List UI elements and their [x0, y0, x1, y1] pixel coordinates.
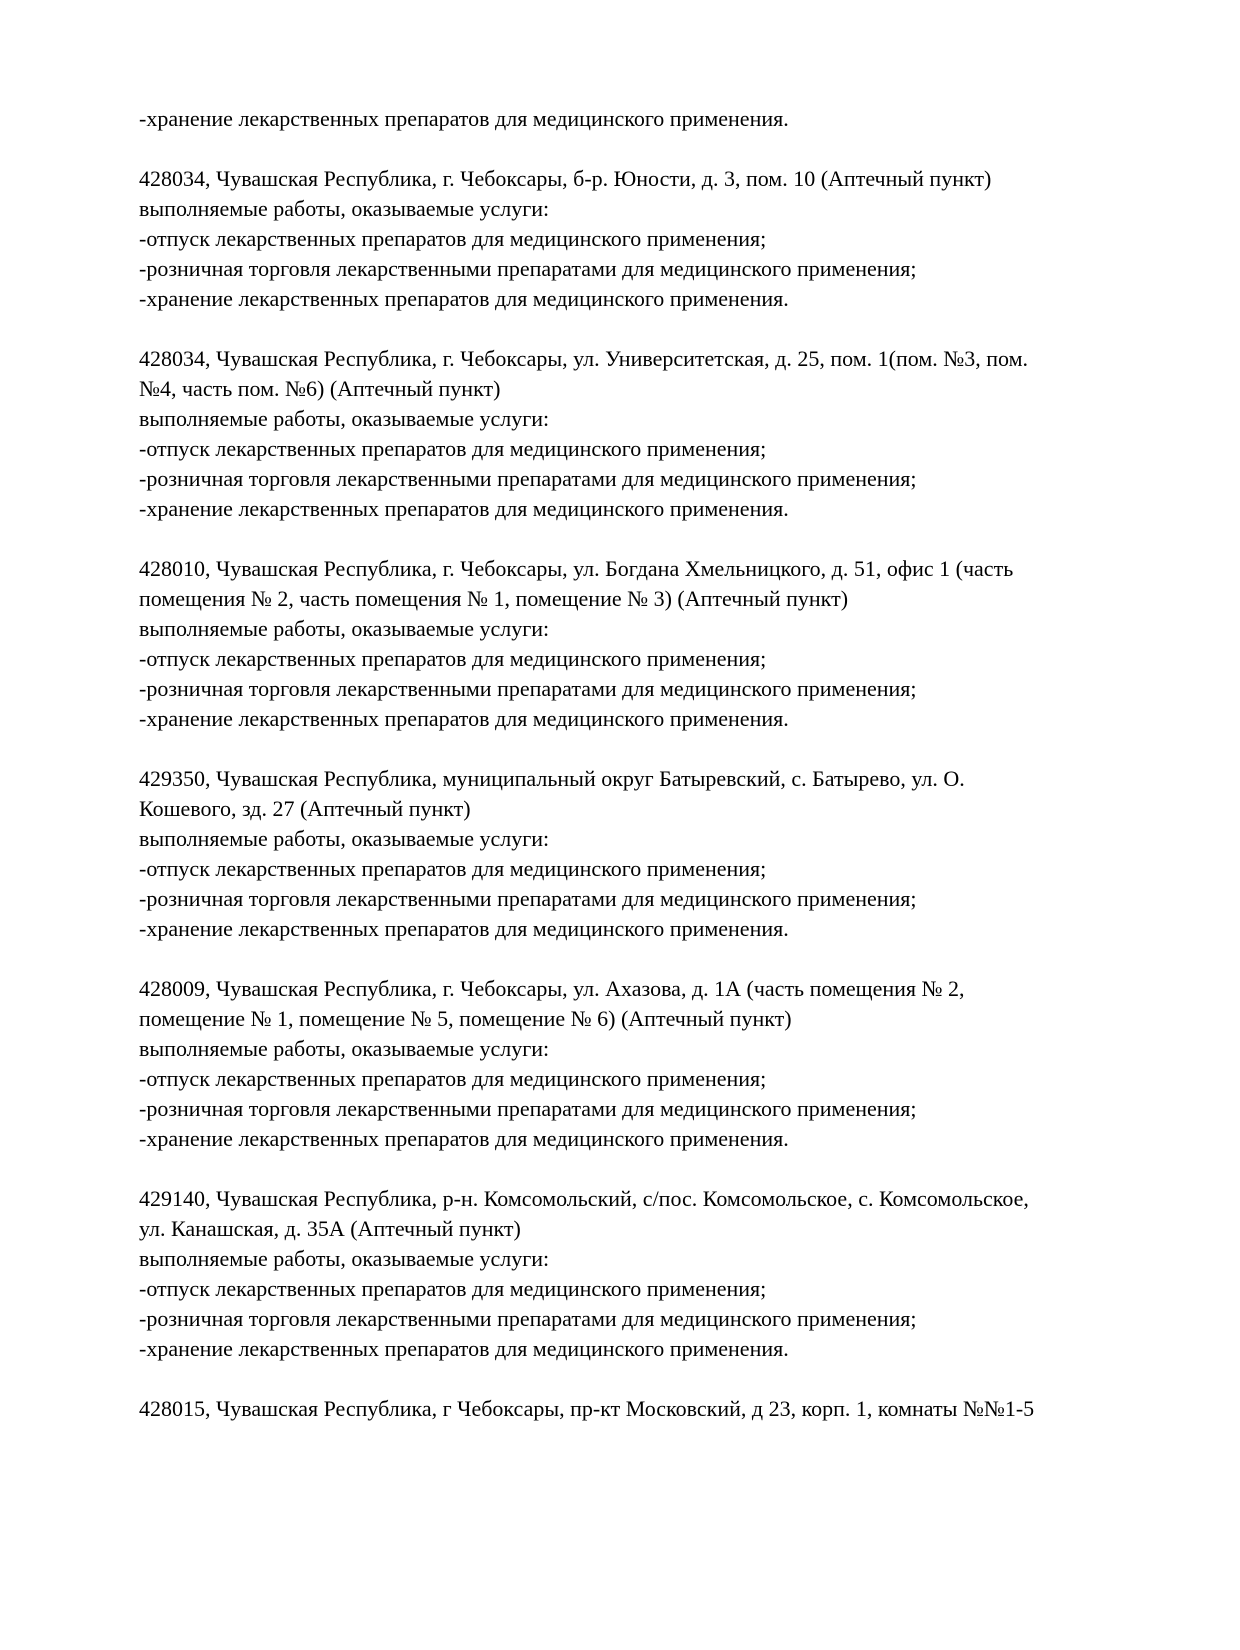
service-line: -хранение лекарственных препаратов для медицинского применения. [139, 496, 789, 521]
service-line: -хранение лекарственных препаратов для медицинского применения. [139, 286, 789, 311]
license-entry [139, 974, 1130, 1154]
works-label: выполняемые работы, оказываемые услуги: [139, 616, 550, 641]
address-line: помещение № 1, помещение № 5, помещение № 6) (Аптечный пункт) [139, 1006, 792, 1031]
address-line: Кошевого, зд. 27 (Аптечный пункт) [139, 796, 471, 821]
license-entry [139, 1184, 1130, 1364]
license-entries [139, 164, 1130, 1364]
service-line: -отпуск лекарственных препаратов для медицинского применения; [139, 856, 767, 881]
address-line: 428010, Чувашская Республика, г. Чебоксары, ул. Богдана Хмельницкого, д. 51, офис 1 (часть [139, 556, 1014, 581]
address-line: ул. Канашская, д. 35А (Аптечный пункт) [139, 1216, 521, 1241]
service-line: -розничная торговля лекарственными препаратами для медицинского применения; [139, 256, 917, 281]
works-label: выполняемые работы, оказываемые услуги: [139, 826, 550, 851]
address-line: 428034, Чувашская Республика, г. Чебоксары, б-р. Юности, д. 3, пом. 10 (Аптечный пункт) [139, 166, 992, 191]
service-line: -хранение лекарственных препаратов для медицинского применения. [139, 706, 789, 731]
works-label: выполняемые работы, оказываемые услуги: [139, 196, 550, 221]
closing-address-line: 428015, Чувашская Республика, г Чебоксары, пр-кт Московский, д 23, корп. 1, комнаты №№1-5 [139, 1396, 1035, 1421]
service-line: -розничная торговля лекарственными препаратами для медицинского применения; [139, 886, 917, 911]
address-line: 428009, Чувашская Республика, г. Чебоксары, ул. Ахазова, д. 1А (часть помещения № 2, [139, 976, 965, 1001]
works-label: выполняемые работы, оказываемые услуги: [139, 406, 550, 431]
address-line: 429350, Чувашская Республика, муниципальный округ Батыревский, с. Батырево, ул. О. [139, 766, 965, 791]
service-line: -отпуск лекарственных препаратов для медицинского применения; [139, 436, 767, 461]
service-line: -отпуск лекарственных препаратов для медицинского применения; [139, 646, 767, 671]
address-line: №4, часть пом. №6) (Аптечный пункт) [139, 376, 501, 401]
service-line: -хранение лекарственных препаратов для медицинского применения. [139, 916, 789, 941]
address-line: помещения № 2, часть помещения № 1, помещение № 3) (Аптечный пункт) [139, 586, 849, 611]
license-entry [139, 344, 1130, 524]
service-line: -отпуск лекарственных препаратов для медицинского применения; [139, 226, 767, 251]
service-line: -отпуск лекарственных препаратов для медицинского применения; [139, 1066, 767, 1091]
address-line: 429140, Чувашская Республика, р-н. Комсомольский, с/пос. Комсомольское, с. Комсомольское, [139, 1186, 1029, 1211]
service-line: -розничная торговля лекарственными препаратами для медицинского применения; [139, 1096, 917, 1121]
works-label: выполняемые работы, оказываемые услуги: [139, 1036, 550, 1061]
service-line: -розничная торговля лекарственными препаратами для медицинского применения; [139, 676, 917, 701]
service-line: -розничная торговля лекарственными препаратами для медицинского применения; [139, 1306, 917, 1331]
service-line: -отпуск лекарственных препаратов для медицинского применения; [139, 1276, 767, 1301]
license-entry [139, 554, 1130, 734]
address-line: 428034, Чувашская Республика, г. Чебоксары, ул. Университетская, д. 25, пом. 1(пом. №3, пом. [139, 346, 1029, 371]
intro-service-line: -хранение лекарственных препаратов для медицинского применения. [139, 106, 789, 131]
service-line: -хранение лекарственных препаратов для медицинского применения. [139, 1336, 789, 1361]
license-entry [139, 164, 1130, 314]
service-line: -хранение лекарственных препаратов для медицинского применения. [139, 1126, 789, 1151]
license-entry [139, 764, 1130, 944]
service-line: -розничная торговля лекарственными препаратами для медицинского применения; [139, 466, 917, 491]
works-label: выполняемые работы, оказываемые услуги: [139, 1246, 550, 1271]
